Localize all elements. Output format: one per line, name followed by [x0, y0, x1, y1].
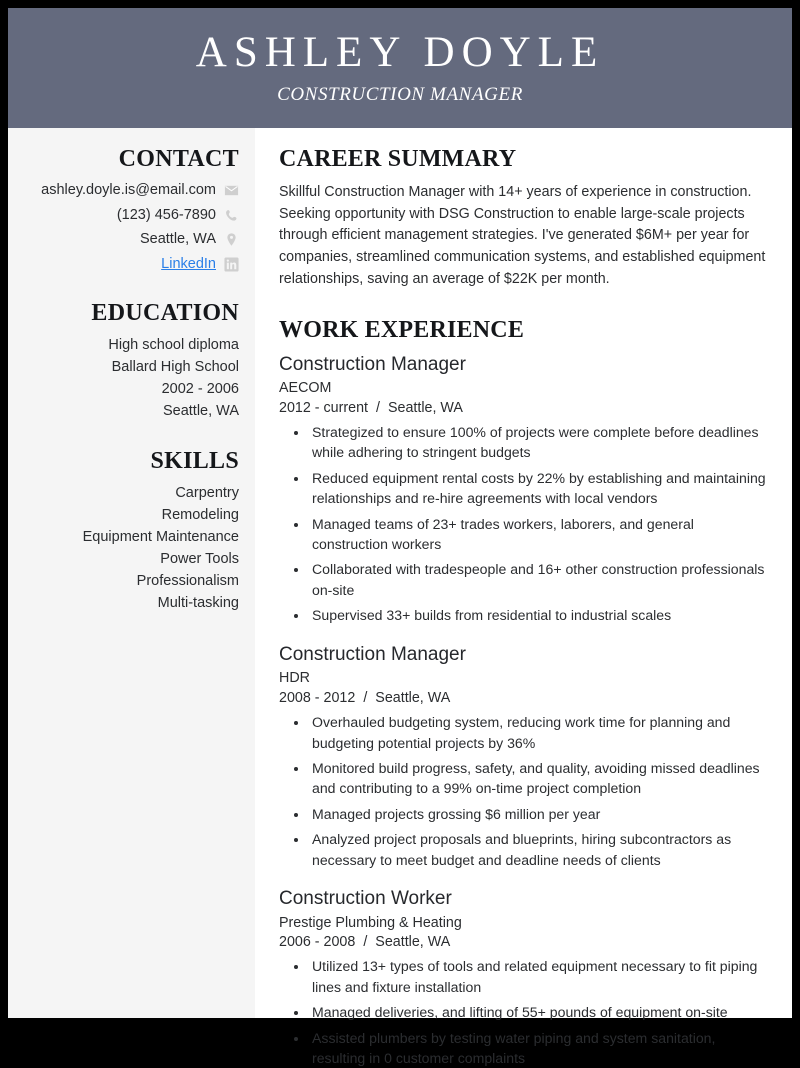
resume-header: [8, 8, 792, 128]
location-pin-icon: [224, 232, 239, 247]
job-dates: 2012 - current: [279, 399, 369, 416]
job-bullets: [279, 712, 770, 870]
job-title: Construction Manager: [279, 643, 466, 665]
job-entry: [279, 887, 770, 1068]
job-bullet: • Reduced equipment rental costs by 22% by establishing and maintaining relationships and re-hire agreements with local vendors: [309, 468, 770, 509]
job-location: Seattle, WA: [375, 689, 451, 706]
resume-page: [8, 8, 792, 1067]
job-bullet: • Managed deliveries, and lifting of 55+ pounds of equipment on-site: [309, 1002, 770, 1022]
job-location: Seattle, WA: [375, 934, 451, 951]
contact-section: [18, 146, 239, 274]
skill-item: Professionalism: [136, 573, 239, 590]
job-entry: [279, 353, 770, 626]
career-summary-section: [279, 146, 770, 291]
job-bullet: • Assisted plumbers by testing water piping and system sanitation, resulting in 0 customer complaints: [309, 1028, 770, 1068]
job-meta-separator: /: [363, 934, 368, 951]
resume-body: [8, 128, 792, 1067]
skill-item: Carpentry: [175, 485, 239, 502]
envelope-icon: [224, 183, 239, 198]
phone-icon: [224, 208, 239, 223]
job-bullets: [279, 956, 770, 1068]
job-bullet: • Monitored build progress, safety, and quality, avoiding missed deadlines and contributing to a 99% on-time project completion: [309, 758, 770, 799]
contact-heading: CONTACT: [118, 146, 239, 172]
job-bullet: • Managed projects grossing $6 million per year: [309, 804, 770, 824]
education-section: [18, 300, 239, 422]
candidate-job-title: CONSTRUCTION MANAGER: [277, 84, 523, 106]
contact-phone-text: (123) 456-7890: [116, 206, 216, 223]
job-meta-separator: /: [376, 399, 380, 416]
work-experience-heading: WORK EXPERIENCE: [279, 316, 525, 343]
job-company: HDR: [279, 670, 310, 687]
sidebar: [8, 128, 255, 1018]
main-content: [255, 128, 792, 1067]
skill-item: Remodeling: [161, 507, 239, 524]
skills-section: [18, 448, 239, 614]
job-meta: [279, 399, 770, 418]
contact-item-phone: [18, 206, 239, 226]
education-location: Seattle, WA: [162, 403, 239, 420]
job-bullet: • Overhauled budgeting system, reducing work time for planning and budgeting potential projects by 36%: [309, 712, 770, 753]
candidate-name: ASHLEY DOYLE: [195, 29, 605, 76]
job-title: Construction Manager: [279, 353, 466, 375]
job-bullet: • Supervised 33+ builds from residential to industrial scales: [309, 605, 770, 625]
job-bullet: • Analyzed project proposals and blueprints, hiring subcontractors as necessary to meet budget and deadline needs of clients: [309, 829, 770, 870]
job-meta-separator: /: [363, 689, 368, 706]
skills-heading: SKILLS: [150, 448, 239, 475]
job-meta: [279, 933, 770, 952]
job-entry: [279, 643, 770, 870]
job-bullet: • Managed teams of 23+ trades workers, laborers, and general construction workers: [309, 514, 770, 555]
job-bullets: [279, 422, 770, 626]
linkedin-icon[interactable]: [224, 257, 239, 272]
career-summary-heading: CAREER SUMMARY: [279, 146, 517, 172]
education-school: Ballard High School: [111, 359, 239, 376]
job-dates: 2008 - 2012: [279, 689, 356, 706]
education-heading: EDUCATION: [91, 300, 239, 327]
education-dates: 2002 - 2006: [161, 381, 239, 398]
job-location: Seattle, WA: [387, 399, 463, 416]
contact-email-text: ashley.doyle.is@email.com: [41, 182, 216, 198]
job-meta: [279, 689, 770, 708]
career-summary-text: Skillful Construction Manager with 14+ years of experience in construction. Seeking opportunity with DSG Construction to enable large-scale projects through efficient management strategies. I've generated $6M+ per year for companies, streamlined communication systems, and established equipment relationships, saving an average of $22K per month.: [279, 184, 766, 287]
job-company: AECOM: [279, 380, 332, 397]
linkedin-link[interactable]: LinkedIn: [161, 255, 216, 272]
contact-item-email: [18, 181, 239, 201]
job-title: Construction Worker: [279, 888, 452, 910]
job-bullet: • Collaborated with tradespeople and 16+ other construction professionals on-site: [309, 559, 770, 600]
job-company: Prestige Plumbing & Heating: [279, 914, 462, 931]
job-bullet: • Utilized 13+ types of tools and related equipment necessary to fit piping lines and fixture installation: [309, 956, 770, 997]
skill-item: Power Tools: [160, 551, 239, 568]
work-experience-section: [279, 317, 770, 1068]
skill-item: Multi-tasking: [157, 595, 239, 612]
contact-location-text: Seattle, WA: [139, 231, 216, 248]
education-degree: High school diploma: [108, 337, 239, 354]
contact-item-location: [18, 230, 239, 250]
contact-item-linkedin[interactable]: [18, 255, 239, 275]
job-bullet: • Strategized to ensure 100% of projects were complete before deadlines while adhering to stringent budgets: [309, 422, 770, 463]
job-dates: 2006 - 2008: [279, 934, 356, 951]
skill-item: Equipment Maintenance: [82, 529, 239, 546]
